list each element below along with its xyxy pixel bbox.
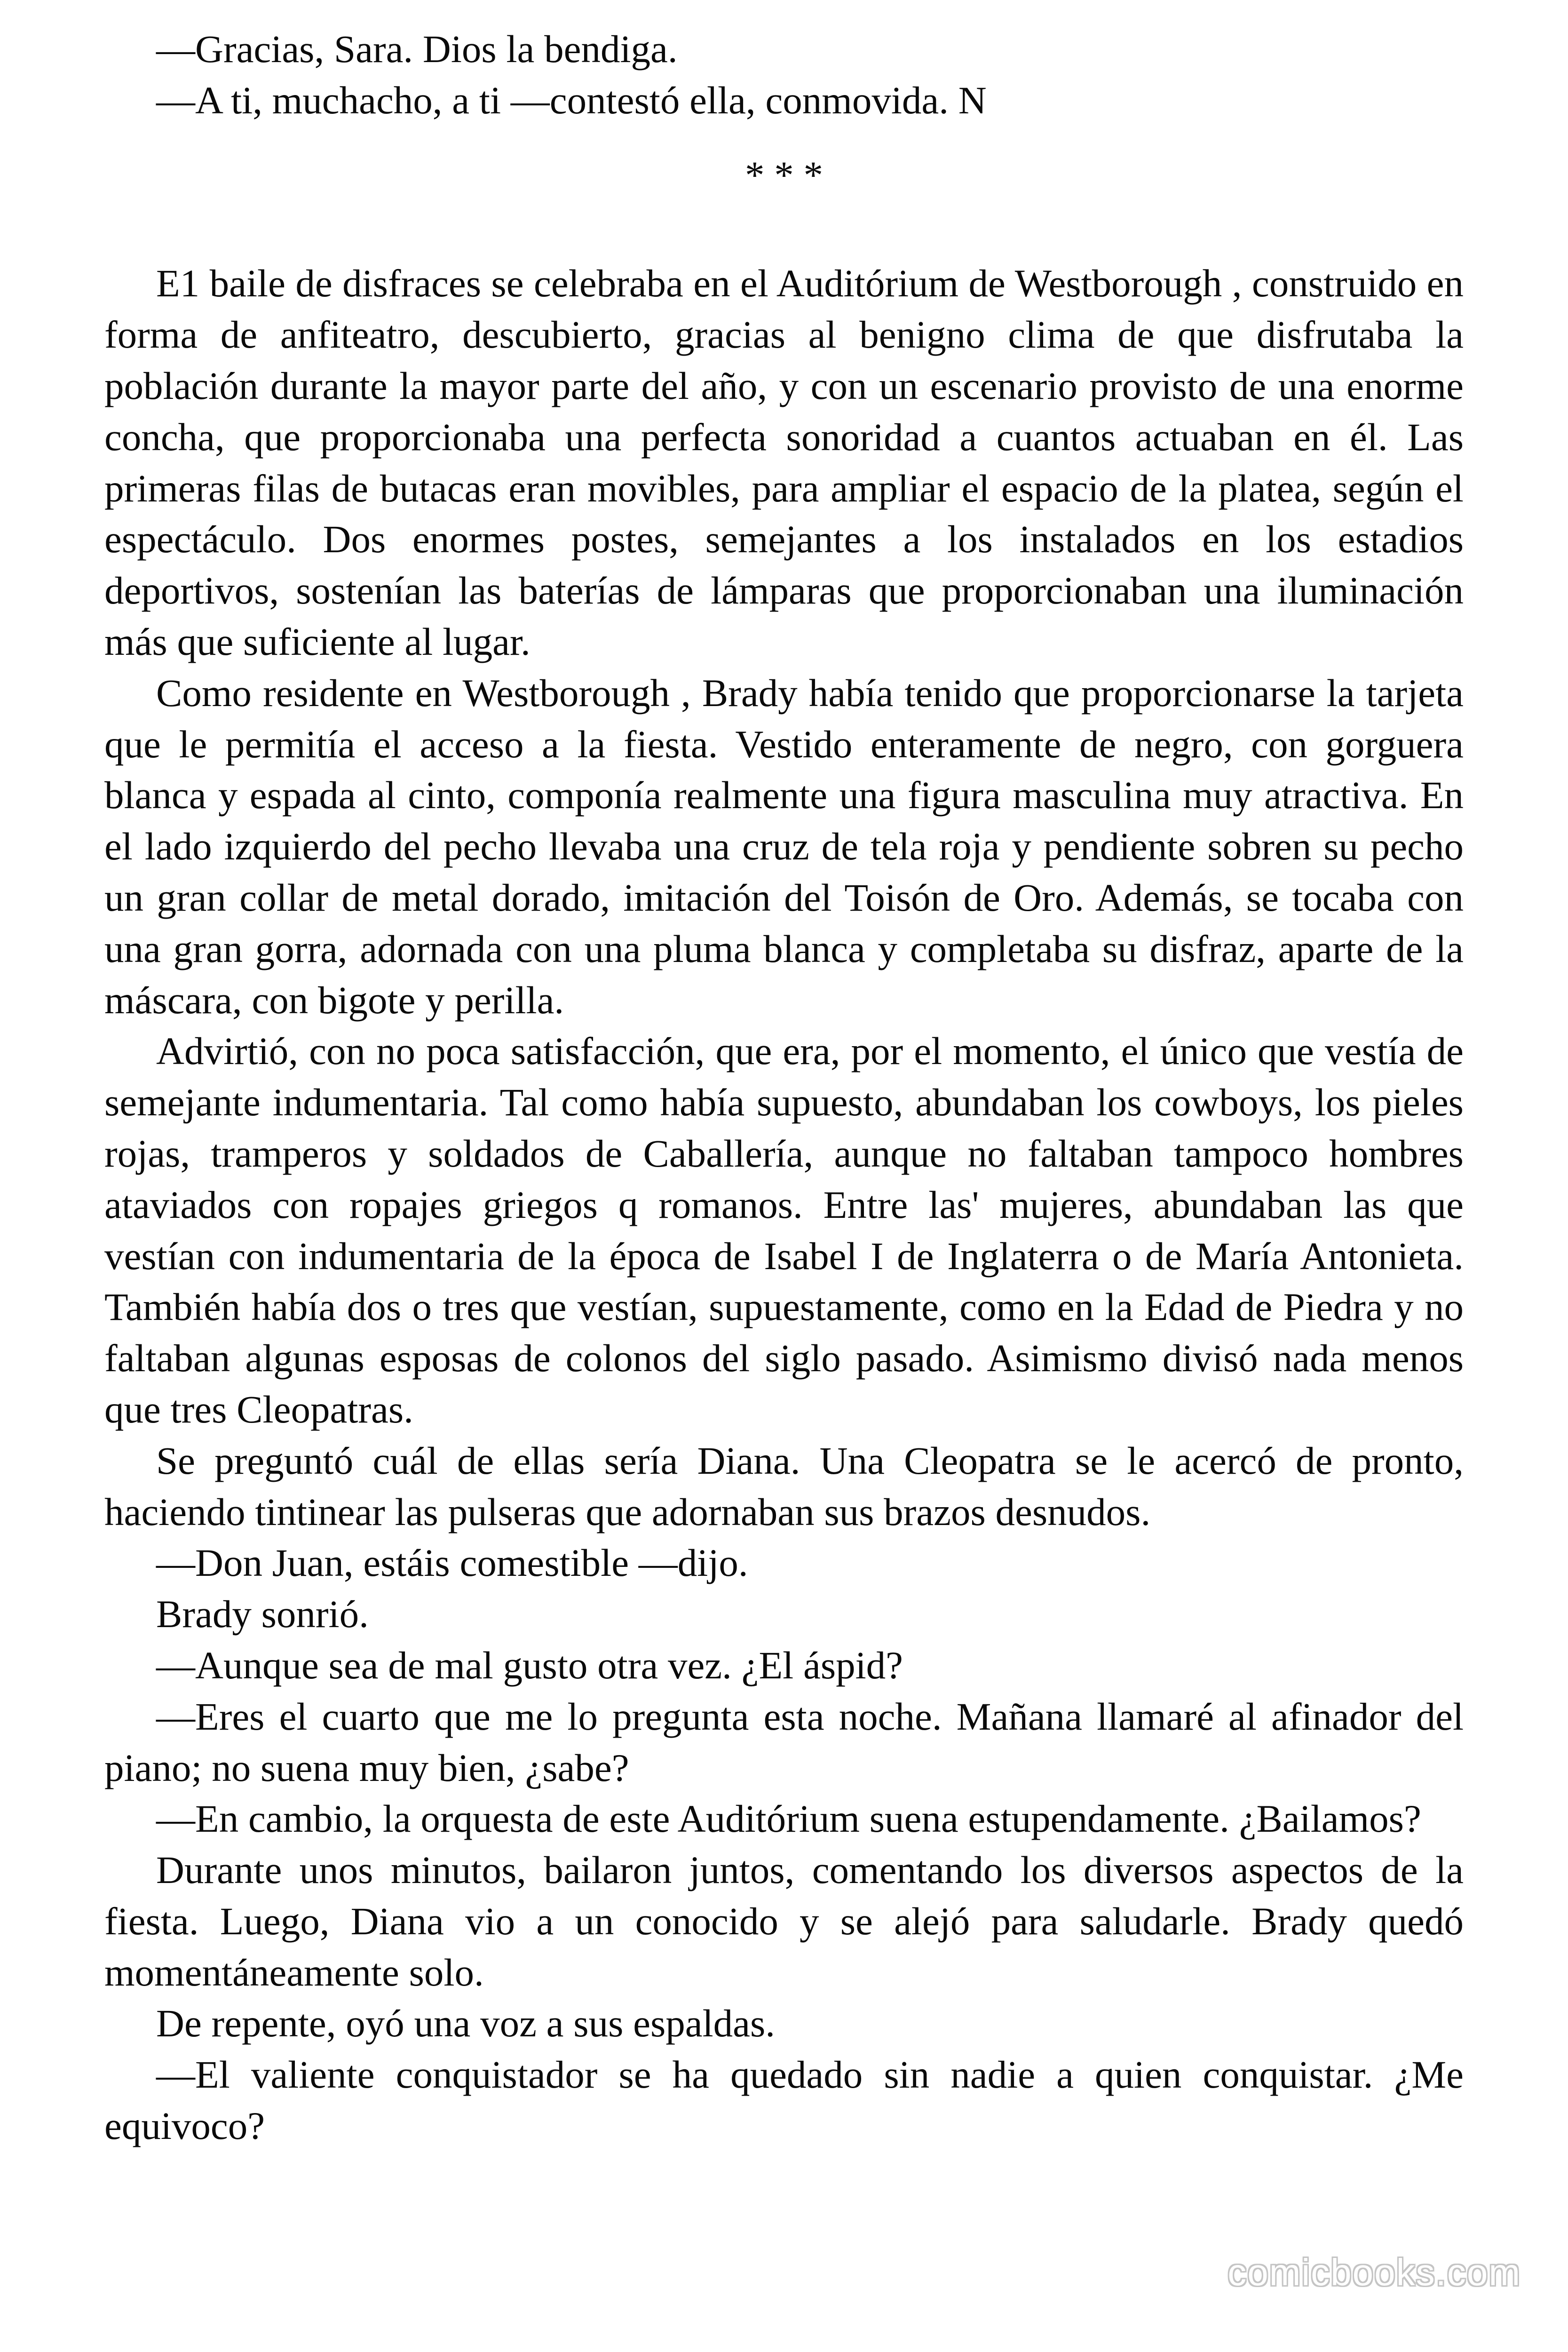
dialogue-line: —Eres el cuarto que me lo pregunta esta noche. Mañana llamaré al afinador del piano; no suena muy bien, ¿sabe? — [104, 1694, 1464, 1789]
dialogue-line: —Aunque sea de mal gusto otra vez. ¿El áspid? — [156, 1643, 903, 1687]
paragraph: De repente, oyó una voz a sus espaldas. — [156, 2002, 776, 2045]
book-page — [104, 24, 1464, 2152]
paragraph: E1 baile de disfraces se celebraba en el Auditórium de Westborough , construido en forma de anfiteatro, descubierto, gracias al benigno clima de que disfrutaba la población durante la mayor parte del año, y con un escenario provisto de una enorme concha, que proporcionaba una perfecta sonoridad a cuantos actuaban en él. Las primeras filas de butacas eran movibles, para ampliar el espacio de la platea, según el espectáculo. Dos enormes postes, semejantes a los instalados en los estadios deportivos, sostenían las baterías de lámparas que proporcionaban una iluminación más que suficiente al lugar. — [104, 262, 1464, 663]
dialogue-line: —A ti, muchacho, a ti —contestó ella, conmovida. N — [156, 78, 987, 122]
dialogue-line: —Gracias, Sara. Dios la bendiga. — [156, 27, 678, 71]
section-separator: * * * — [745, 153, 823, 197]
paragraph: Durante unos minutos, bailaron juntos, comentando los diversos aspectos de la fiesta. Luego, Diana vio a un conocido y se alejó para saludarle. Brady quedó momentáneamente solo. — [104, 1848, 1464, 1994]
paragraph: Como residente en Westborough , Brady había tenido que proporcionarse la tarjeta que le permitía el acceso a la fiesta. Vestido enteramente de negro, con gorguera blanca y espada al cinto, componía realmente una figura masculina muy atractiva. En el lado izquierdo del pecho llevaba una cruz de tela roja y pendiente sobren su pecho un gran collar de metal dorado, imitación del Toisón de Oro. Además, se tocaba con una gran gorra, adornada con una pluma blanca y completaba su disfraz, aparte de la máscara, con bigote y perilla. — [104, 671, 1464, 1022]
dialogue-line: —En cambio, la orquesta de este Auditórium suena estupendamente. ¿Bailamos? — [156, 1797, 1421, 1841]
dialogue-line: —Don Juan, estáis comestible —dijo. — [156, 1541, 748, 1585]
paragraph: Se preguntó cuál de ellas sería Diana. Una Cleopatra se le acercó de pronto, haciendo tintinear las pulseras que adornaban sus brazos desnudos. — [104, 1438, 1464, 1534]
watermark: comicbooks.com — [1227, 2251, 1521, 2293]
paragraph: Advirtió, con no poca satisfacción, que era, por el momento, el único que vestía de semejante indumentaria. Tal como había supuesto, abundaban los cowboys, los pieles rojas, tramperos y soldados de Caballería, aunque no faltaban tampoco hombres ataviados con ropajes griegos q romanos. Entre las' mujeres, abundaban las que vestían con indumentaria de la época de Isabel I de Inglaterra o de María Antonieta. También había dos o tres que vestían, supuestamente, como en la Edad de Piedra y no faltaban algunas esposas de colonos del siglo pasado. Asimismo divisó nada menos que tres Cleopatras. — [104, 1029, 1464, 1431]
dialogue-line: —El valiente conquistador se ha quedado sin nadie a quien conquistar. ¿Me equivoco? — [104, 2053, 1464, 2148]
paragraph: Brady sonrió. — [156, 1592, 369, 1636]
